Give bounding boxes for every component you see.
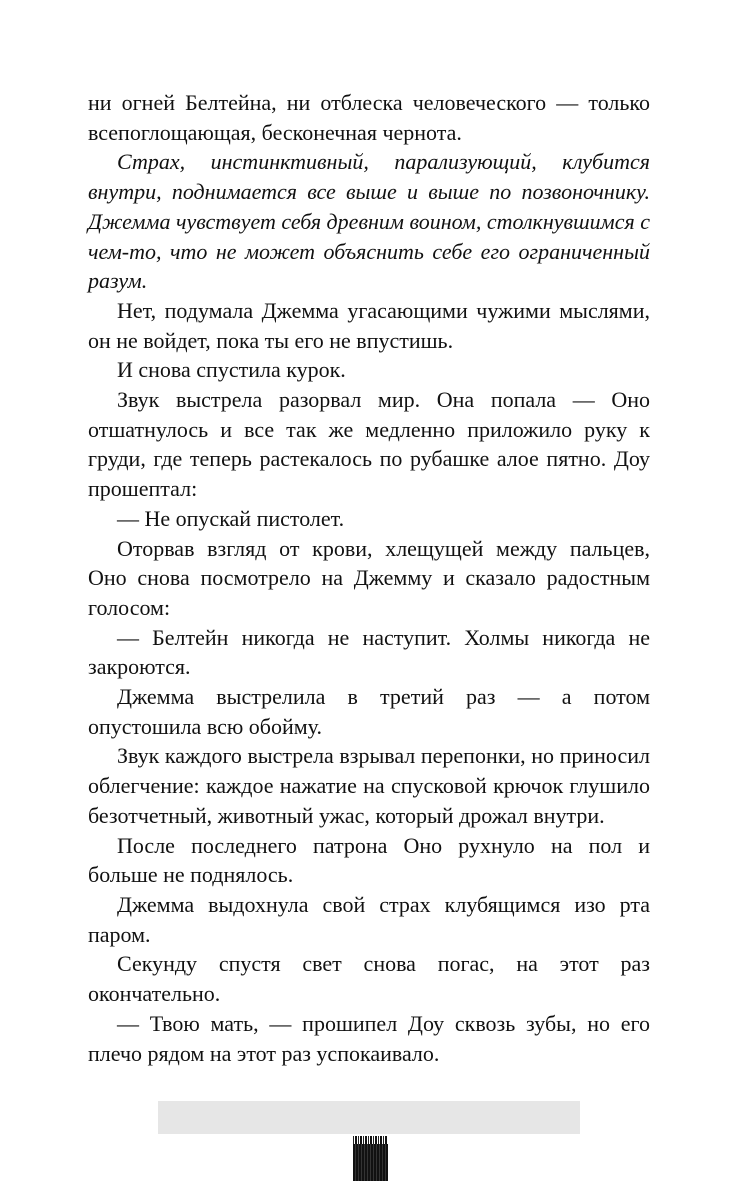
paragraph: После последнего патрона Оно рухнуло на пол и больше не поднялось. — [88, 832, 650, 888]
paragraph: Джемма выдохнула свой страх клубящимся изо рта паром. — [88, 891, 650, 947]
paragraph: Звук выстрела разорвал мир. Она попала — Оно отшатнулось и все так же медленно приложило руку к груди, где теперь растекалось по рубашке алое пятно. Доу прошептал: — [88, 387, 650, 502]
italic-paragraph: Страх, инстинктивный, парализующий, клубится внутри, поднимается все выше и выше по позвоночнику. Джемма чувствует себя древним воином, столкнувшимся с чем-то, что не может объяснить себе его ограниченный разум. — [88, 149, 650, 294]
paragraph: Нет, подумала Джемма угасающими чужими мыслями, он не войдет, пока ты его не впустишь. — [88, 297, 650, 353]
paragraph: Джемма выстрелила в третий раз — а потом опустошила всю обойму. — [88, 684, 650, 739]
paragraph: Оторвав взгляд от крови, хлещущей между пальцев, Оно снова посмотрело на Джемму и сказало радостным голосом: — [88, 535, 650, 620]
footer-gray-band — [158, 1101, 580, 1134]
book-page-text — [88, 88, 650, 1068]
paragraph: ни огней Белтейна, ни отблеска человеческого — только всепоглощающая, бесконечная чернота. — [88, 90, 650, 145]
dialogue-paragraph: — Твою мать, — прошипел Доу сквозь зубы, но его плечо рядом на этот раз успокаивало. — [88, 1010, 650, 1066]
dialogue-paragraph: — Белтейн никогда не наступит. Холмы никогда не закроются. — [88, 624, 650, 680]
paragraph: Секунду спустя свет снова погас, на этот раз окончательно. — [88, 951, 650, 1007]
page-edge-mark — [353, 1136, 388, 1181]
dialogue-paragraph: — Не опускай пистолет. — [117, 505, 345, 531]
paragraph: Звук каждого выстрела взрывал перепонки, но приносил облегчение: каждое нажатие на спусковой крючок глушило безотчетный, животный ужас, который дрожал внутри. — [88, 743, 650, 828]
paragraph: И снова спустила курок. — [117, 357, 346, 383]
